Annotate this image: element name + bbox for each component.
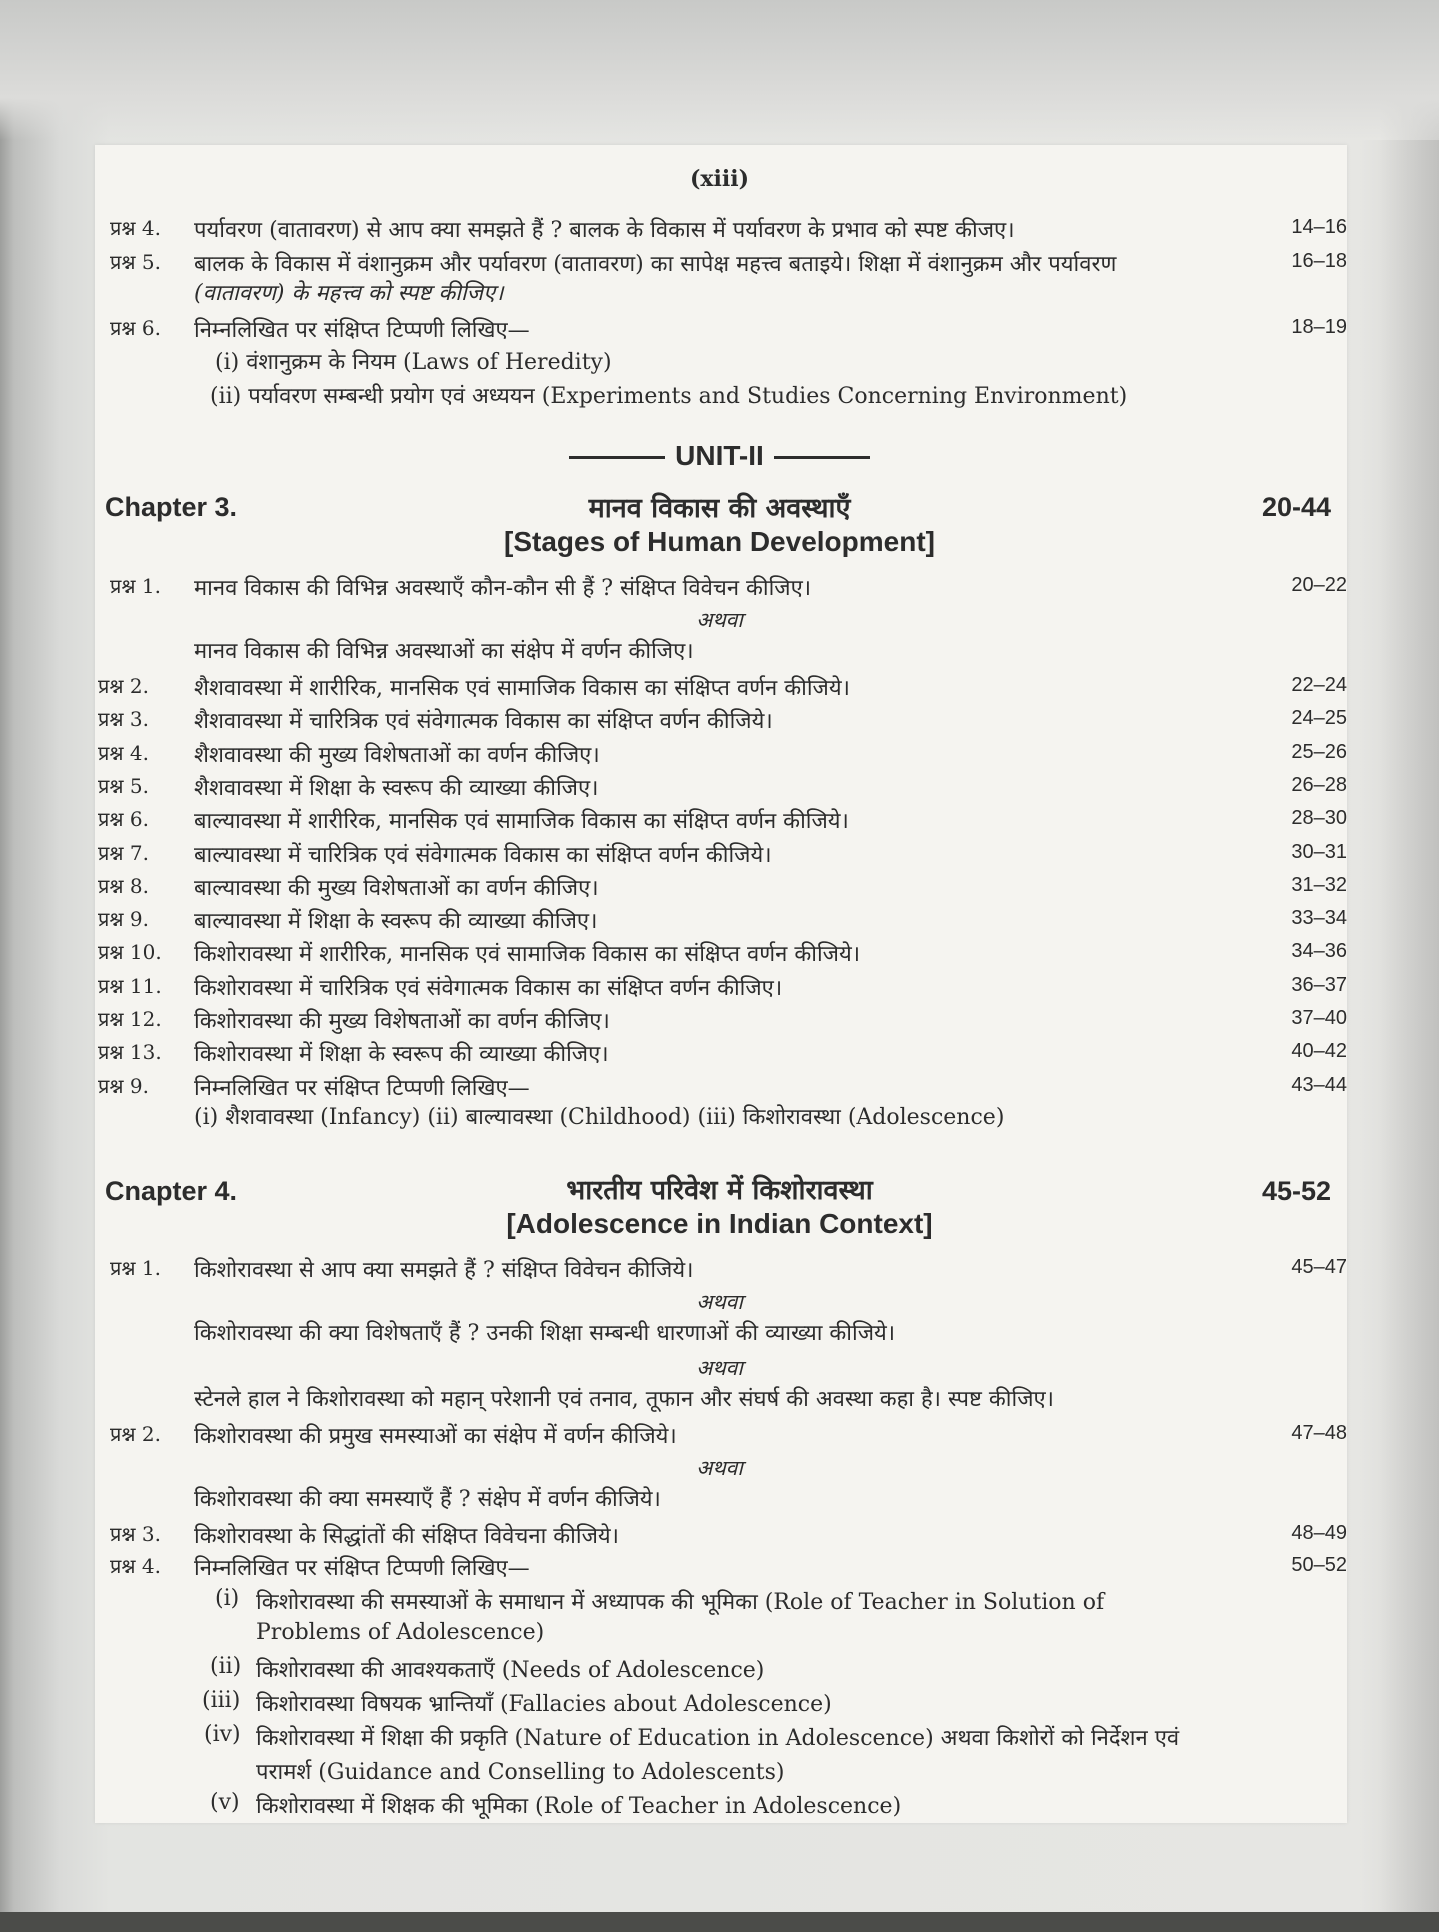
question-text: किशोरावस्था में शारीरिक, मानसिक एवं सामाजिक विकास का संक्षिप्त वर्णन कीजिये। xyxy=(194,942,861,967)
question-alternative: किशोरावस्था की क्या विशेषताएँ हैं ? उनकी शिक्षा सम्बन्धी धारणाओं की व्याख्या कीजिये। xyxy=(194,1321,896,1346)
page-range: 47–48 xyxy=(1291,1422,1347,1444)
page-number: (xiii) xyxy=(689,166,749,192)
question-5-heredity-environment xyxy=(110,248,1200,276)
page-range: 31–32 xyxy=(1291,874,1347,896)
chapter-page-range: 45-52 xyxy=(1261,1176,1331,1206)
sub-item-number: (iii) xyxy=(202,1688,241,1713)
question-label: प्रश्न 12. xyxy=(98,1007,162,1031)
sub-item-text: किशोरावस्था में शिक्षक की भूमिका (Role of Teacher in Adolescence) xyxy=(256,1794,902,1819)
page-range: 16–18 xyxy=(1291,250,1347,272)
page-range: 26–28 xyxy=(1291,774,1347,796)
question-row xyxy=(98,1072,1200,1101)
question-1 xyxy=(110,1254,1200,1282)
question-alternative: स्टेनले हाल ने किशोरावस्था को महान् परेशानी एवं तनाव, तूफान और संघर्ष की अवस्था कहा है। स्पष्ट कीजिए। xyxy=(194,1387,1055,1412)
chapter-title-english: [Adolescence in Indian Context] xyxy=(506,1208,933,1239)
page-range: 36–37 xyxy=(1291,974,1347,996)
question-label: प्रश्न 4. xyxy=(110,216,161,240)
question-6-short-notes xyxy=(110,314,1200,342)
question-label: प्रश्न 4. xyxy=(110,1554,161,1578)
question-alternative: किशोरावस्था की क्या समस्याएँ हैं ? संक्षेप में वर्णन कीजिये। xyxy=(194,1487,661,1512)
chapter-label: Cnapter 4. xyxy=(105,1176,238,1206)
sub-item-number: (i) xyxy=(215,1586,240,1611)
sub-item: (i) वंशानुक्रम के नियम (Laws of Heredity) xyxy=(215,350,612,375)
question-row xyxy=(98,1005,1200,1034)
page-range: 14–16 xyxy=(1291,216,1347,238)
page-range: 40–42 xyxy=(1291,1040,1347,1062)
question-row xyxy=(98,772,1200,801)
or-separator: अथवा xyxy=(696,608,743,632)
question-label: प्रश्न 2. xyxy=(110,1422,161,1446)
question-3 xyxy=(110,1520,1200,1548)
sub-item-text: परामर्श (Guidance and Conselling to Adolescents) xyxy=(256,1760,785,1785)
question-text: शैशवावस्था में चारित्रिक एवं संवेगात्मक विकास का संक्षिप्त वर्णन कीजिये। xyxy=(194,709,773,734)
question-row xyxy=(98,739,1200,768)
chapter-title-english: [Stages of Human Development] xyxy=(504,526,935,557)
question-label: प्रश्न 9. xyxy=(98,1074,149,1098)
question-label: प्रश्न 3. xyxy=(110,1522,161,1546)
sub-item-text: किशोरावस्था की आवश्यकताएँ (Needs of Adolescence) xyxy=(256,1658,765,1683)
question-continuation: (वातावरण) के महत्त्व को स्पष्ट कीजिए। xyxy=(194,281,504,306)
page-range: 22–24 xyxy=(1291,674,1347,696)
or-separator: अथवा xyxy=(696,1456,743,1480)
question-text: शैशवावस्था में शिक्षा के स्वरूप की व्याख्या कीजिए। xyxy=(194,776,599,801)
question-text: पर्यावरण (वातावरण) से आप क्या समझते हैं ? बालक के विकास में पर्यावरण के प्रभाव को स्पष्ट कीजए। xyxy=(194,218,1015,243)
question-4-environment xyxy=(110,214,1200,242)
question-text: बाल्यावस्था में शारीरिक, मानसिक एवं सामाजिक विकास का संक्षिप्त वर्णन कीजिये। xyxy=(194,809,849,834)
rule-right xyxy=(774,456,870,459)
question-alternative: मानव विकास की विभिन्न अवस्थाओं का संक्षेप में वर्णन कीजिए। xyxy=(194,639,694,664)
page-range: 45–47 xyxy=(1291,1256,1347,1278)
question-label: प्रश्न 1. xyxy=(110,574,161,598)
sub-item-text: किशोरावस्था विषयक भ्रान्तियाँ (Fallacies about Adolescence) xyxy=(256,1692,832,1717)
page-range: 24–25 xyxy=(1291,707,1347,729)
or-separator: अथवा xyxy=(696,1356,743,1380)
question-text: शैशवावस्था की मुख्य विशेषताओं का वर्णन कीजिए। xyxy=(194,743,600,768)
page-range: 37–40 xyxy=(1291,1007,1347,1029)
page-range: 34–36 xyxy=(1291,940,1347,962)
question-label: प्रश्न 13. xyxy=(98,1040,162,1064)
question-label: प्रश्न 9. xyxy=(98,907,149,931)
page-range: 25–26 xyxy=(1291,741,1347,763)
sub-item-line: (i) शैशवावस्था (Infancy) (ii) बाल्यावस्था (Childhood) (iii) किशोरावस्था (Adolescence) xyxy=(194,1105,1005,1130)
sub-item-number: (v) xyxy=(210,1790,240,1815)
question-label: प्रश्न 3. xyxy=(98,707,149,731)
question-text: किशोरावस्था में चारित्रिक एवं संवेगात्मक विकास का संक्षिप्त वर्णन कीजिए। xyxy=(194,976,783,1001)
sub-item-number: (ii) xyxy=(210,1654,242,1679)
question-row xyxy=(98,1038,1200,1067)
question-text: किशोरावस्था के सिद्धांतों की संक्षिप्त विवेचना कीजिये। xyxy=(194,1524,620,1549)
question-row xyxy=(98,972,1200,1001)
rule-left xyxy=(569,456,665,459)
question-text: निम्नलिखित पर संक्षिप्त टिप्पणी लिखिए— xyxy=(194,1556,530,1581)
chapter-page-range: 20-44 xyxy=(1261,492,1331,522)
page-range: 33–34 xyxy=(1291,907,1347,929)
unit-title: UNIT-II xyxy=(675,440,764,471)
sub-item: (ii) पर्यावरण सम्बन्धी प्रयोग एवं अध्ययन (Experiments and Studies Concerning Environment) xyxy=(210,384,1128,409)
question-text: बाल्यावस्था की मुख्य विशेषताओं का वर्णन कीजिए। xyxy=(194,876,599,901)
question-row xyxy=(98,672,1200,701)
question-text: किशोरावस्था की मुख्य विशेषताओं का वर्णन कीजिए। xyxy=(194,1009,610,1034)
question-row xyxy=(98,872,1200,901)
page-range: 48–49 xyxy=(1291,1522,1347,1544)
question-text: किशोरावस्था से आप क्या समझते हैं ? संक्षिप्त विवेचन कीजिये। xyxy=(194,1258,694,1283)
question-label: प्रश्न 6. xyxy=(98,807,149,831)
chapter-title-hindi: मानव विकास की अवस्थाएँ xyxy=(588,493,851,524)
question-text: बालक के विकास में वंशानुक्रम और पर्यावरण (वातावरण) का सापेक्ष महत्त्व बताइये। शिक्षा में वंशानुक्रम और पर्यावरण xyxy=(194,252,1117,277)
question-label: प्रश्न 5. xyxy=(98,774,149,798)
sub-item-text: किशोरावस्था की समस्याओं के समाधान में अध्यापक की भूमिका (Role of Teacher in Solution of xyxy=(256,1590,1105,1615)
question-text: किशोरावस्था में शिक्षा के स्वरूप की व्याख्या कीजिए। xyxy=(194,1042,609,1067)
question-row xyxy=(98,839,1200,868)
question-1 xyxy=(110,572,1200,600)
question-label: प्रश्न 4. xyxy=(98,741,149,765)
chapter-title-hindi: भारतीय परिवेश में किशोरावस्था xyxy=(566,1175,873,1206)
question-row xyxy=(98,938,1200,967)
scanner-bottom-edge xyxy=(0,1912,1439,1932)
unit-heading xyxy=(0,440,1439,472)
question-2 xyxy=(110,1420,1200,1448)
question-row xyxy=(98,805,1200,834)
question-label: प्रश्न 8. xyxy=(98,874,149,898)
question-4 xyxy=(110,1552,1200,1580)
question-label: प्रश्न 11. xyxy=(98,974,162,998)
page-top-shadow xyxy=(0,0,1439,140)
question-label: प्रश्न 2. xyxy=(98,674,149,698)
page-range: 30–31 xyxy=(1291,841,1347,863)
question-label: प्रश्न 1. xyxy=(110,1256,161,1280)
or-separator: अथवा xyxy=(696,1290,743,1314)
question-row xyxy=(98,705,1200,734)
page-range: 28–30 xyxy=(1291,807,1347,829)
page-range: 43–44 xyxy=(1291,1074,1347,1096)
question-text: बाल्यावस्था में चारित्रिक एवं संवेगात्मक विकास का संक्षिप्त वर्णन कीजिये। xyxy=(194,843,772,868)
question-row xyxy=(98,905,1200,934)
chapter-label: Chapter 3. xyxy=(105,492,238,522)
question-text: निम्नलिखित पर संक्षिप्त टिप्पणी लिखिए— xyxy=(194,1076,530,1101)
question-text: निम्नलिखित पर संक्षिप्त टिप्पणी लिखिए— xyxy=(194,318,530,343)
question-label: प्रश्न 6. xyxy=(110,316,161,340)
sub-item-text: किशोरावस्था में शिक्षा की प्रकृति (Nature of Education in Adolescence) अथवा किशोरों को निर्देशन एवं xyxy=(256,1726,1180,1751)
question-label: प्रश्न 10. xyxy=(98,940,162,964)
page-range: 20–22 xyxy=(1291,574,1347,596)
sub-item-number: (iv) xyxy=(204,1722,241,1747)
question-label: प्रश्न 5. xyxy=(110,250,161,274)
question-text: मानव विकास की विभिन्न अवस्थाएँ कौन-कौन सी हैं ? संक्षिप्त विवेचन कीजिए। xyxy=(194,576,812,601)
question-text: बाल्यावस्था में शिक्षा के स्वरूप की व्याख्या कीजिए। xyxy=(194,909,598,934)
page-range: 50–52 xyxy=(1291,1554,1347,1576)
question-label: प्रश्न 7. xyxy=(98,841,149,865)
question-text: किशोरावस्था की प्रमुख समस्याओं का संक्षेप में वर्णन कीजिये। xyxy=(194,1424,677,1449)
question-text: शैशवावस्था में शारीरिक, मानसिक एवं सामाजिक विकास का संक्षिप्त वर्णन कीजिये। xyxy=(194,676,850,701)
page-right-shadow xyxy=(1359,140,1439,1930)
sub-item-text: Problems of Adolescence) xyxy=(256,1620,545,1645)
page-range: 18–19 xyxy=(1291,316,1347,338)
